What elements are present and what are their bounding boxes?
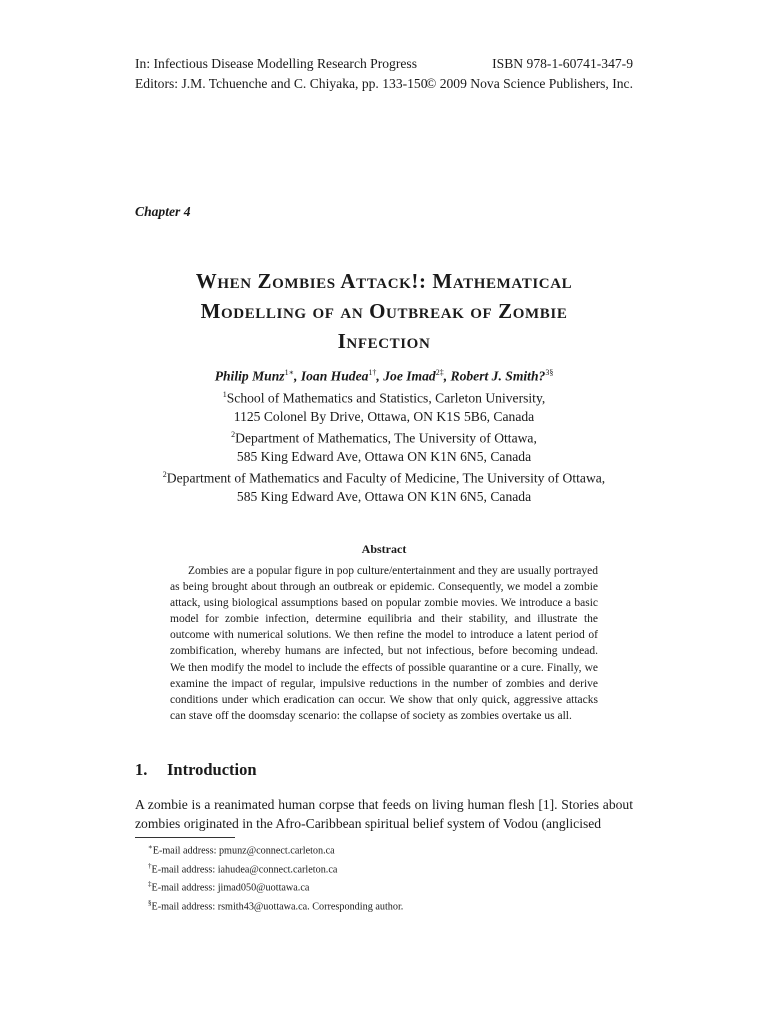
affiliation-text: Department of Mathematics and Faculty of Medicine, The University of Ottawa,: [166, 470, 606, 486]
section-number: 1.: [135, 760, 148, 779]
footnote: [148, 859, 403, 878]
section-title: Introduction: [167, 760, 257, 779]
section-heading: [135, 760, 257, 780]
abstract-heading: Abstract: [361, 542, 407, 556]
affiliation-line: 585 King Edward Ave, Ottawa ON K1N 6N5, Canada: [236, 488, 532, 504]
footnotes: [148, 840, 403, 914]
affiliation-line: 585 King Edward Ave, Ottawa ON K1N 6N5, Canada: [236, 448, 532, 464]
affiliation-line: [120, 426, 648, 448]
affiliation-mark: 2: [231, 429, 236, 439]
affiliation-mark: 2: [162, 469, 167, 479]
title-line: Modelling of an Outbreak of Zombie: [200, 299, 568, 323]
section-body: A zombie is a reanimated human corpse that feeds on living human flesh [1]. Stories about zombies originated in the Afro-Caribbean spiritual belief system of Vodou (anglicised: [135, 797, 633, 831]
affiliation-text: Department of Mathematics, The University of Ottawa,: [235, 430, 537, 446]
affiliation-line: [120, 466, 648, 488]
footnote-text: E-mail address: rsmith43@uottawa.ca. Corresponding author.: [151, 901, 404, 913]
author-list: Philip Munz$^{1∗}$, Ioan Hudea$^{1\dagger}$, Joe Imad$^{2\ddagger}$, Robert J. Smith?$^{3\S}$: [214, 368, 554, 384]
author-name: Joe Imad: [383, 368, 436, 384]
header-publication: In: Infectious Disease Modelling Research Progress: [135, 56, 417, 71]
author-mark: 1†: [368, 368, 377, 377]
footnote-mark: ‡: [148, 880, 152, 889]
footnote-text: E-mail address: iahudea@connect.carleton.ca: [151, 863, 338, 875]
abstract-text: Zombies are a popular figure in pop culture/entertainment and they are usually portrayed as being brought about through an outbreak or epidemic. Consequently, we model a zombie attack, using biological assumptions based on popular zombie movies. We introduce a basic model for zombie infection, determine equilibria and their stability, and illustrate the outcome with numerical solutions. We then refine the model to introduce a latent period of zombification, whereby humans are infected, but not infectious, before becoming undead. We then modify the model to include the effects of possible quarantine or a cure. Finally, we examine the impact of regular, impulsive reductions in the number of zombies and derive conditions under which eradication can occur. We show that only quick, aggressive attacks can stave off the doomsday scenario: the collapse of society as zombies overtake us all.: [170, 565, 598, 722]
header-editors: Editors: J.M. Tchuenche and C. Chiyaka, pp. 133-150: [135, 76, 428, 91]
header-isbn: ISBN 978-1-60741-347-9: [492, 56, 633, 71]
affiliation-line: [120, 386, 648, 408]
paper-title: [135, 266, 633, 356]
author-mark: 1∗: [284, 368, 295, 377]
chapter-label: Chapter 4: [135, 204, 191, 219]
title-line: When Zombies Attack!: Mathematical: [195, 269, 573, 293]
footnote-text: E-mail address: pmunz@connect.carleton.ca: [152, 845, 335, 857]
author-name: Ioan Hudea: [300, 368, 369, 384]
footnote: [148, 840, 403, 859]
affiliation-line: 1125 Colonel By Drive, Ottawa, ON K1S 5B6, Canada: [233, 408, 535, 424]
footnote: [148, 877, 403, 896]
affiliation-mark: 1: [222, 390, 227, 399]
footnote-text: E-mail address: jimad050@uottawa.ca: [151, 882, 310, 894]
title-line: Infection: [337, 329, 431, 353]
author-name: Robert J. Smith?: [450, 368, 546, 384]
footnote-mark: †: [148, 861, 152, 870]
footnote-rule: [135, 837, 235, 838]
footnote: [148, 896, 403, 915]
header-copyright: © 2009 Nova Science Publishers, Inc.: [425, 76, 633, 91]
footnote-mark: §: [148, 898, 152, 907]
affiliation-text: School of Mathematics and Statistics, Carleton University,: [226, 390, 546, 406]
author-mark: 2‡: [435, 368, 444, 377]
footnote-mark: ∗: [148, 843, 153, 851]
author-name: Philip Munz: [214, 368, 285, 384]
affiliations: [120, 386, 648, 506]
author-mark: 3§: [545, 368, 554, 377]
